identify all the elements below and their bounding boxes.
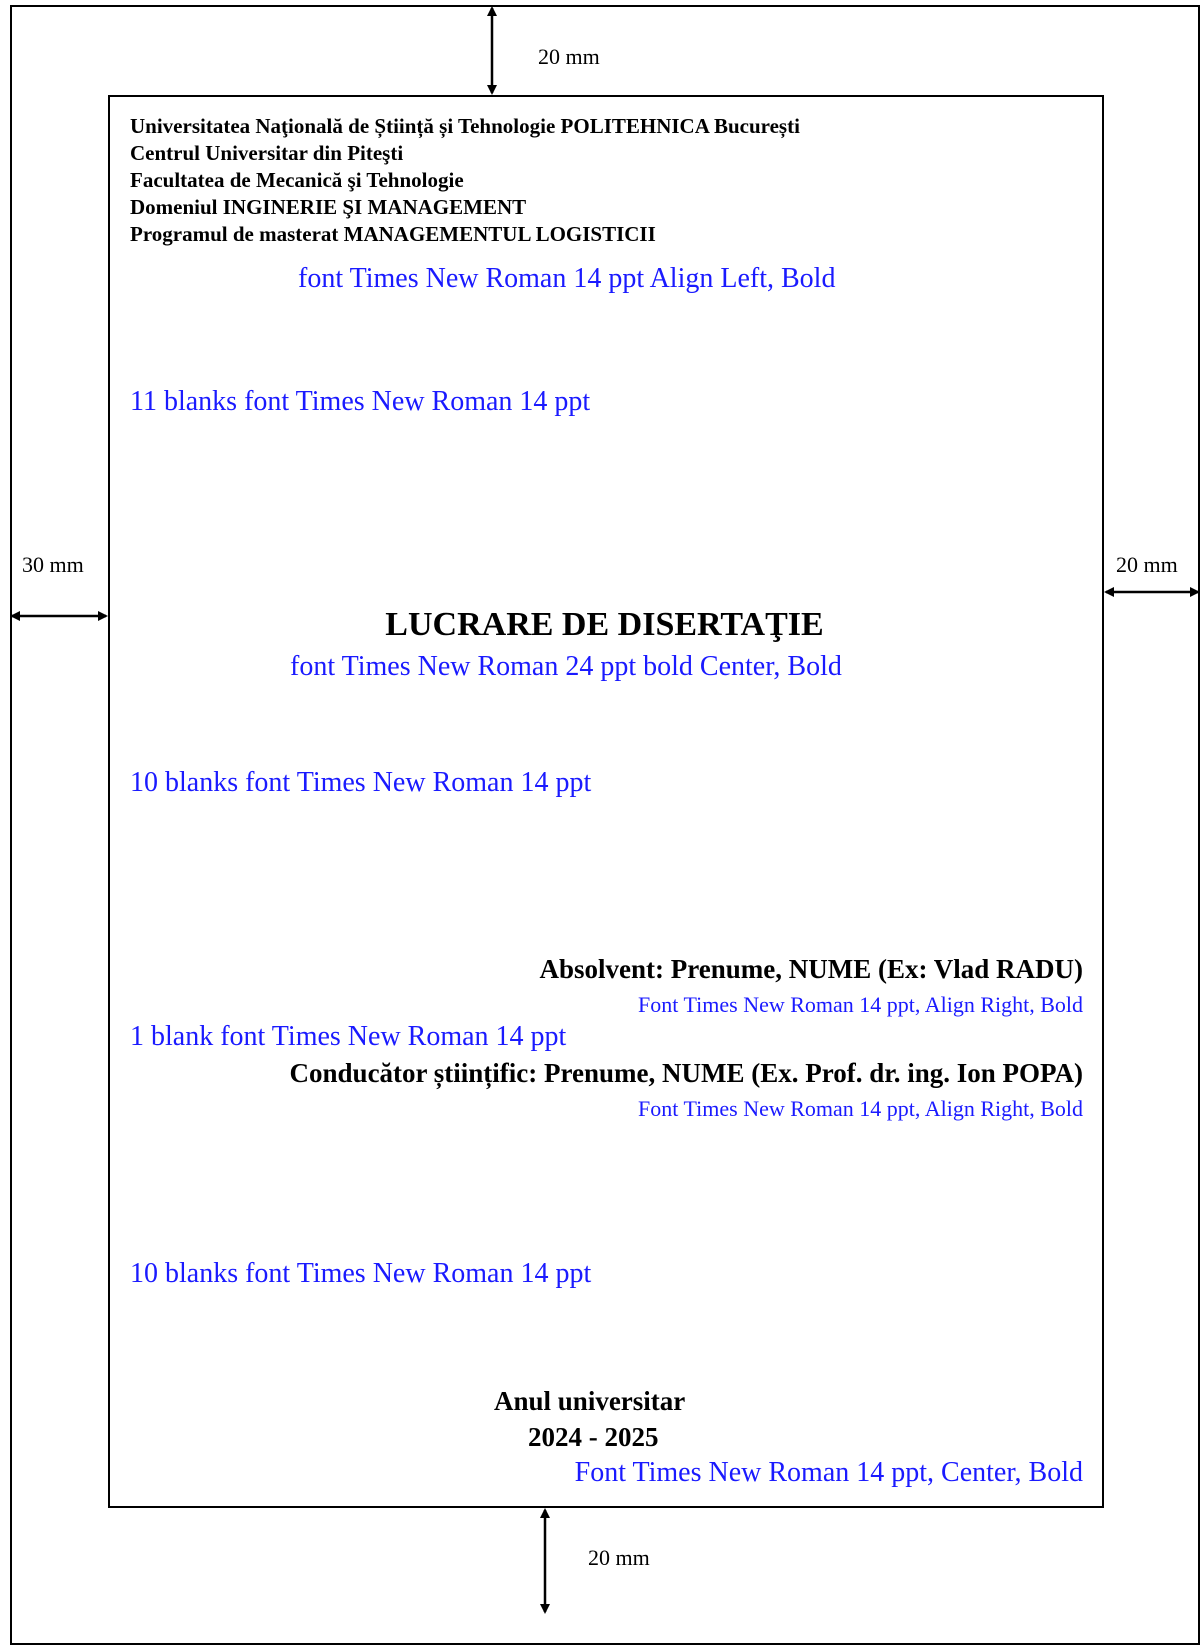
year-format-note: Font Times New Roman 14 ppt, Center, Bold [574, 1457, 1083, 1488]
blank-lines-note-3: 1 blank font Times New Roman 14 ppt [130, 1021, 567, 1052]
domain-name: Domeniul INGINERIE ŞI MANAGEMENT [130, 195, 527, 219]
supervisor-format-note: Font Times New Roman 14 ppt, Align Right, Bold [638, 1096, 1083, 1121]
graduate-line: Absolvent: Prenume, NUME (Ex: Vlad RADU) [539, 954, 1083, 984]
blank-lines-note-1: 11 blanks font Times New Roman 14 ppt [130, 386, 591, 417]
program-name: Programul de masterat MANAGEMENTUL LOGISTICII [130, 222, 656, 246]
university-name: Universitatea Naţională de Știință și Tehnologie POLITEHNICA București [130, 114, 800, 138]
supervisor-line: Conducător științific: Prenume, NUME (Ex. Prof. dr. ing. Ion POPA) [289, 1058, 1083, 1088]
right-margin-label: 20 mm [1116, 552, 1178, 577]
blank-lines-note-2: 10 blanks font Times New Roman 14 ppt [130, 767, 592, 798]
blank-lines-note-4: 10 blanks font Times New Roman 14 ppt [130, 1258, 592, 1289]
header-format-note: font Times New Roman 14 ppt Align Left, Bold [298, 263, 836, 294]
university-center: Centrul Universitar din Piteşti [130, 141, 404, 165]
top-margin-label: 20 mm [538, 44, 600, 69]
academic-year-label: Anul universitar [494, 1386, 686, 1416]
left-margin-label: 30 mm [22, 552, 84, 577]
bottom-margin-label: 20 mm [588, 1545, 650, 1570]
academic-year-value: 2024 - 2025 [528, 1422, 659, 1452]
faculty-name: Facultatea de Mecanică şi Tehnologie [130, 168, 464, 192]
graduate-format-note: Font Times New Roman 14 ppt, Align Right, Bold [638, 992, 1083, 1017]
thesis-title: LUCRARE DE DISERTAŢIE [385, 606, 824, 643]
title-format-note: font Times New Roman 24 ppt bold Center, Bold [290, 651, 842, 682]
